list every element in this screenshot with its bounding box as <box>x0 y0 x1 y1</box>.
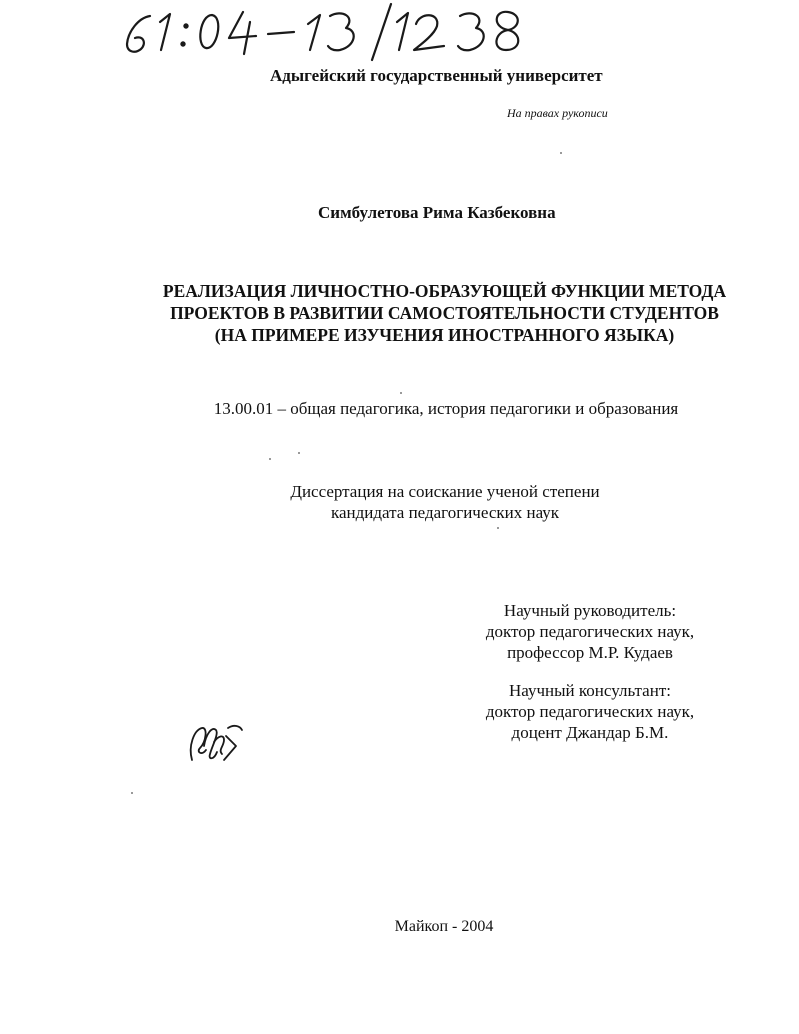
degree-statement <box>220 481 670 523</box>
consultant-line: доктор педагогических наук, <box>485 702 695 721</box>
handwritten-archive-number <box>0 0 560 62</box>
city-and-year: Майкоп - 2004 <box>394 918 494 935</box>
university-name: Адыгейский государственный университет <box>270 66 603 85</box>
scientific-consultant <box>470 680 710 743</box>
manuscript-rights-note: На правах рукописи <box>507 106 608 120</box>
scan-speck <box>269 458 271 460</box>
title-line: (НА ПРИМЕРЕ ИЗУЧЕНИЯ ИНОСТРАННОГО ЯЗЫКА) <box>214 325 675 345</box>
supervisor-line: Научный руководитель: <box>503 601 677 620</box>
title-line: РЕАЛИЗАЦИЯ ЛИЧНОСТНО-ОБРАЗУЮЩЕЙ ФУНКЦИИ МЕТОДА <box>162 281 727 301</box>
scan-speck <box>298 452 300 454</box>
author-name: Симбулетова Рима Казбековна <box>318 203 556 222</box>
consultant-line: Научный консультант: <box>509 681 671 700</box>
supervisor-line: доктор педагогических наук, <box>485 622 695 641</box>
title-line: ПРОЕКТОВ В РАЗВИТИИ САМОСТОЯТЕЛЬНОСТИ СТУДЕНТОВ <box>170 303 719 323</box>
handwritten-signature <box>184 716 246 773</box>
degree-line: кандидата педагогических наук <box>330 503 560 522</box>
scan-speck <box>131 792 133 794</box>
scan-speck <box>497 527 499 529</box>
scientific-supervisor <box>470 600 710 663</box>
degree-line: Диссертация на соискание ученой степени <box>290 482 600 501</box>
specialty-code: 13.00.01 – общая педагогика, история педагогики и образования <box>213 399 679 418</box>
dissertation-title <box>130 280 759 346</box>
supervisor-line: профессор М.Р. Кудаев <box>507 643 673 662</box>
consultant-line: доцент Джандар Б.М. <box>511 723 669 742</box>
scan-speck <box>560 152 562 154</box>
scan-speck <box>400 392 402 394</box>
